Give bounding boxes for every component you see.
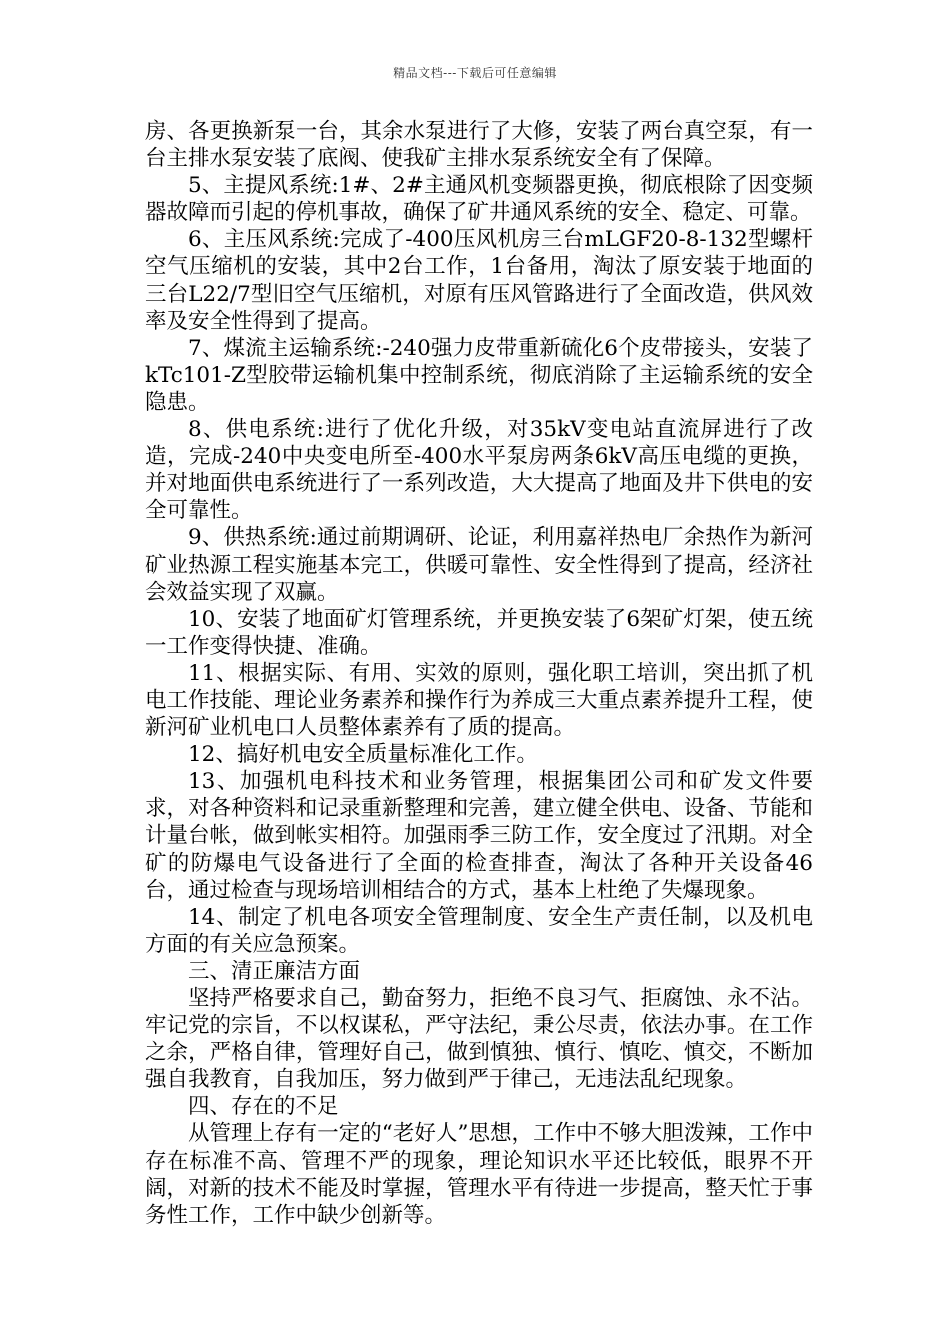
- document-body: [145, 118, 813, 1229]
- paragraph-item-13: 13、加强机电科技术和业务管理，根据集团公司和矿发文件要求，对各种资料和记录重新整理和完善，建立健全供电、设备、节能和计量台帐，做到帐实相符。加强雨季三防工作，安全度过了汛期。对全矿的防爆电气设备进行了全面的检查排查，淘汰了各种开关设备46台，通过检查与现场培训相结合的方式，基本上杜绝了失爆现象。: [145, 769, 813, 903]
- paragraph-item-14: 14、制定了机电各项安全管理制度、安全生产责任制，以及机电方面的有关应急预案。: [145, 904, 813, 957]
- paragraph-integrity: 坚持严格要求自己，勤奋努力，拒绝不良习气、拒腐蚀、永不沾。牢记党的宗旨，不以权谋私，严守法纪，秉公尽责，依法办事。在工作之余，严格自律，管理好自己，做到慎独、慎行、慎吃、慎交，不断加强自我教育，自我加压，努力做到严于律己，无违法乱纪现象。: [145, 986, 813, 1093]
- section-heading-shortcomings: 四、存在的不足: [188, 1094, 339, 1120]
- paragraph-continuation: 房、各更换新泵一台，其余水泵进行了大修，安装了两台真空泵，有一台主排水泵安装了底阀、使我矿主排水泵系统安全有了保障。: [145, 119, 813, 172]
- paragraph-item-7: 7、煤流主运输系统:-240强力皮带重新硫化6个皮带接头，安装了kTc101-Z型胶带运输机集中控制系统，彻底消除了主运输系统的安全隐患。: [145, 335, 813, 415]
- paragraph-item-11: 11、根据实际、有用、实效的原则，强化职工培训，突出抓了机电工作技能、理论业务素养和操作行为养成三大重点素养提升工程，使新河矿业机电口人员整体素养有了质的提高。: [145, 660, 813, 741]
- paragraph-item-6: 6、主压风系统:完成了-400压风机房三台mLGF20-8-132型螺杆空气压缩机的安装，其中2台工作，1台备用，淘汰了原安装于地面的三台L22/7型旧空气压缩机，对原有压风管路进行了全面改造，供风效率及安全性得到了提高。: [145, 227, 813, 334]
- paragraph-item-8: 8、供电系统:进行了优化升级，对35kV变电站直流屏进行了改造，完成-240中央变电所至-400水平泵房两条6kV高压电缆的更换，并对地面供电系统进行了一系列改造，大大提高了地面及井下供电的安全可靠性。: [145, 417, 813, 524]
- paragraph-item-9: 9、供热系统:通过前期调研、论证，利用嘉祥热电厂余热作为新河矿业热源工程实施基本完工，供暖可靠性、安全性得到了提高，经济社会效益实现了双赢。: [145, 525, 813, 605]
- section-heading-integrity: 三、清正廉洁方面: [188, 958, 361, 984]
- paragraph-item-5: 5、主提风系统:1#、2#主通风机变频器更换，彻底根除了因变频器故障而引起的停机事故，确保了矿井通风系统的安全、稳定、可靠。: [145, 173, 813, 226]
- page-header: 精品文档---下载后可任意编辑: [393, 66, 557, 80]
- paragraph-item-10: 10、安装了地面矿灯管理系统，并更换安装了6架矿灯架，使五统一工作变得快捷、准确。: [145, 606, 813, 659]
- paragraph-shortcomings: 从管理上存有一定的“老好人”思想，工作中不够大胆泼辣，工作中存在标准不高、管理不严的现象，理论知识水平还比较低，眼界不开阔，对新的技术不能及时掌握，管理水平有待进一步提高，整天忙于事务性工作，工作中缺少创新等。: [145, 1121, 813, 1228]
- paragraph-item-12: 12、搞好机电安全质量标准化工作。: [188, 742, 538, 768]
